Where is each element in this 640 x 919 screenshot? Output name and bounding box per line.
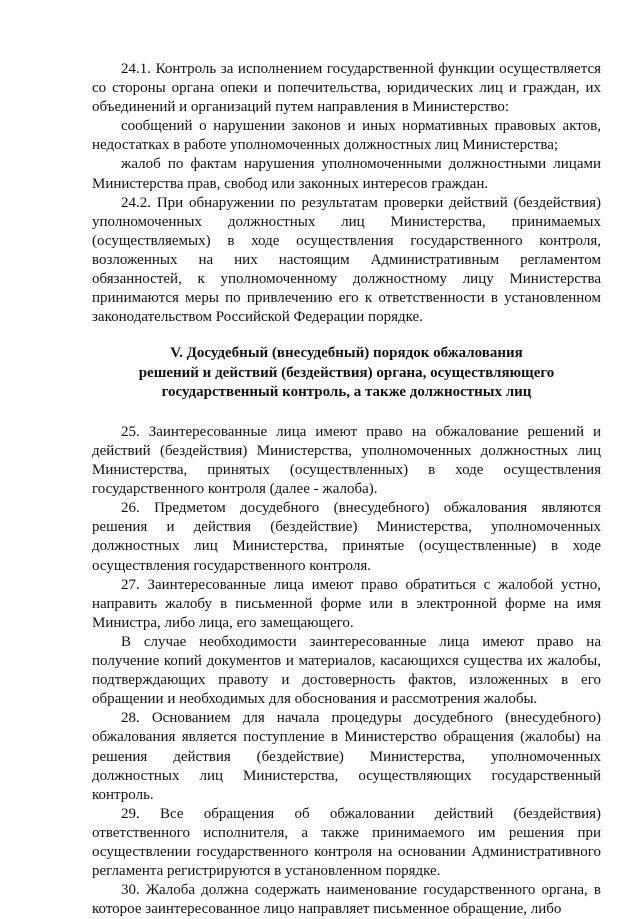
paragraph-24-1-item-complaints: жалоб по фактам нарушения уполномоченными должностными лицами Министерства прав, свобод или законных интересов граждан.	[92, 156, 601, 192]
paragraph-29: 29. Все обращения об обжаловании действий (бездействия) ответственного исполнителя, а также принимаемого им решения при осуществлении государственного контроля на основании Административного регламента регистрируются в установленном порядке.	[92, 805, 601, 880]
paragraph-27: 27. Заинтересованные лица имеют право обратиться с жалобой устно, направить жалобу в письменной форме или в электронной форме на имя Министра, либо лица, его замещающего.	[92, 576, 601, 631]
paragraph-24-1: 24.1. Контроль за исполнением государственной функции осуществляется со стороны органа опеки и попечительства, юридических лиц и граждан, их объединений и организаций путем направления в Министерство:	[92, 61, 601, 116]
paragraph-24-1-item-reports: сообщений о нарушении законов и иных нормативных правовых актов, недостатках в работе уполномоченных должностных лиц Министерства;	[92, 118, 601, 154]
section-heading	[92, 344, 601, 402]
paragraph-27-copies: В случае необходимости заинтересованные лица имеют право на получение копий документов и материалов, касающихся существа их жалобы, подтверждающих правоту и достоверность фактов, изложенных в его обращении и необходимых для обоснования и рассмотрения жалобы.	[92, 633, 601, 708]
paragraph-24-2: 24.2. При обнаружении по результатам проверки действий (бездействия) уполномоченных должностных лиц Министерства, принимаемых (осуществляемых) в ходе осуществления государственного контроля, возложенных на них настоящим Административным регламентом обязанностей, к уполномоченному должностному лицу Министерства принимаются меры по привлечению его к ответственности в установленном законодательством Российской Федерации порядке.	[92, 194, 601, 326]
section-heading-line-2: решений и действий (бездействия) органа, осуществляющего	[138, 364, 555, 381]
paragraph-30: 30. Жалоба должна содержать наименование государственного органа, в которое заинтересованное лицо направляет письменное обращение, либо	[92, 882, 601, 918]
paragraph-25: 25. Заинтересованные лица имеют право на обжалование решений и действий (бездействия) Министерства, уполномоченных должностных лиц Министерства, принятых (осуществленных) в ходе осуществления государственного контроля (далее - жалоба).	[92, 423, 601, 498]
paragraph-26: 26. Предметом досудебного (внесудебного) обжалования являются решения и действия (бездействие) Министерства, уполномоченных должностных лиц Министерства, принятые (осуществленные) в ходе осуществления государственного контроля.	[92, 500, 601, 574]
paragraph-28: 28. Основанием для начала процедуры досудебного (внесудебного) обжалования является поступление в Министерство обращения (жалобы) на решения действия (бездействие) Министерства, уполномоченных должностных лиц Министерства, осуществляющих государственный контроль.	[92, 710, 601, 803]
section-heading-line-1: V. Досудебный (внесудебный) порядок обжалования	[170, 345, 523, 362]
document-body	[92, 60, 601, 919]
section-heading-line-3: государственный контроль, а также должностных лиц	[161, 383, 532, 400]
